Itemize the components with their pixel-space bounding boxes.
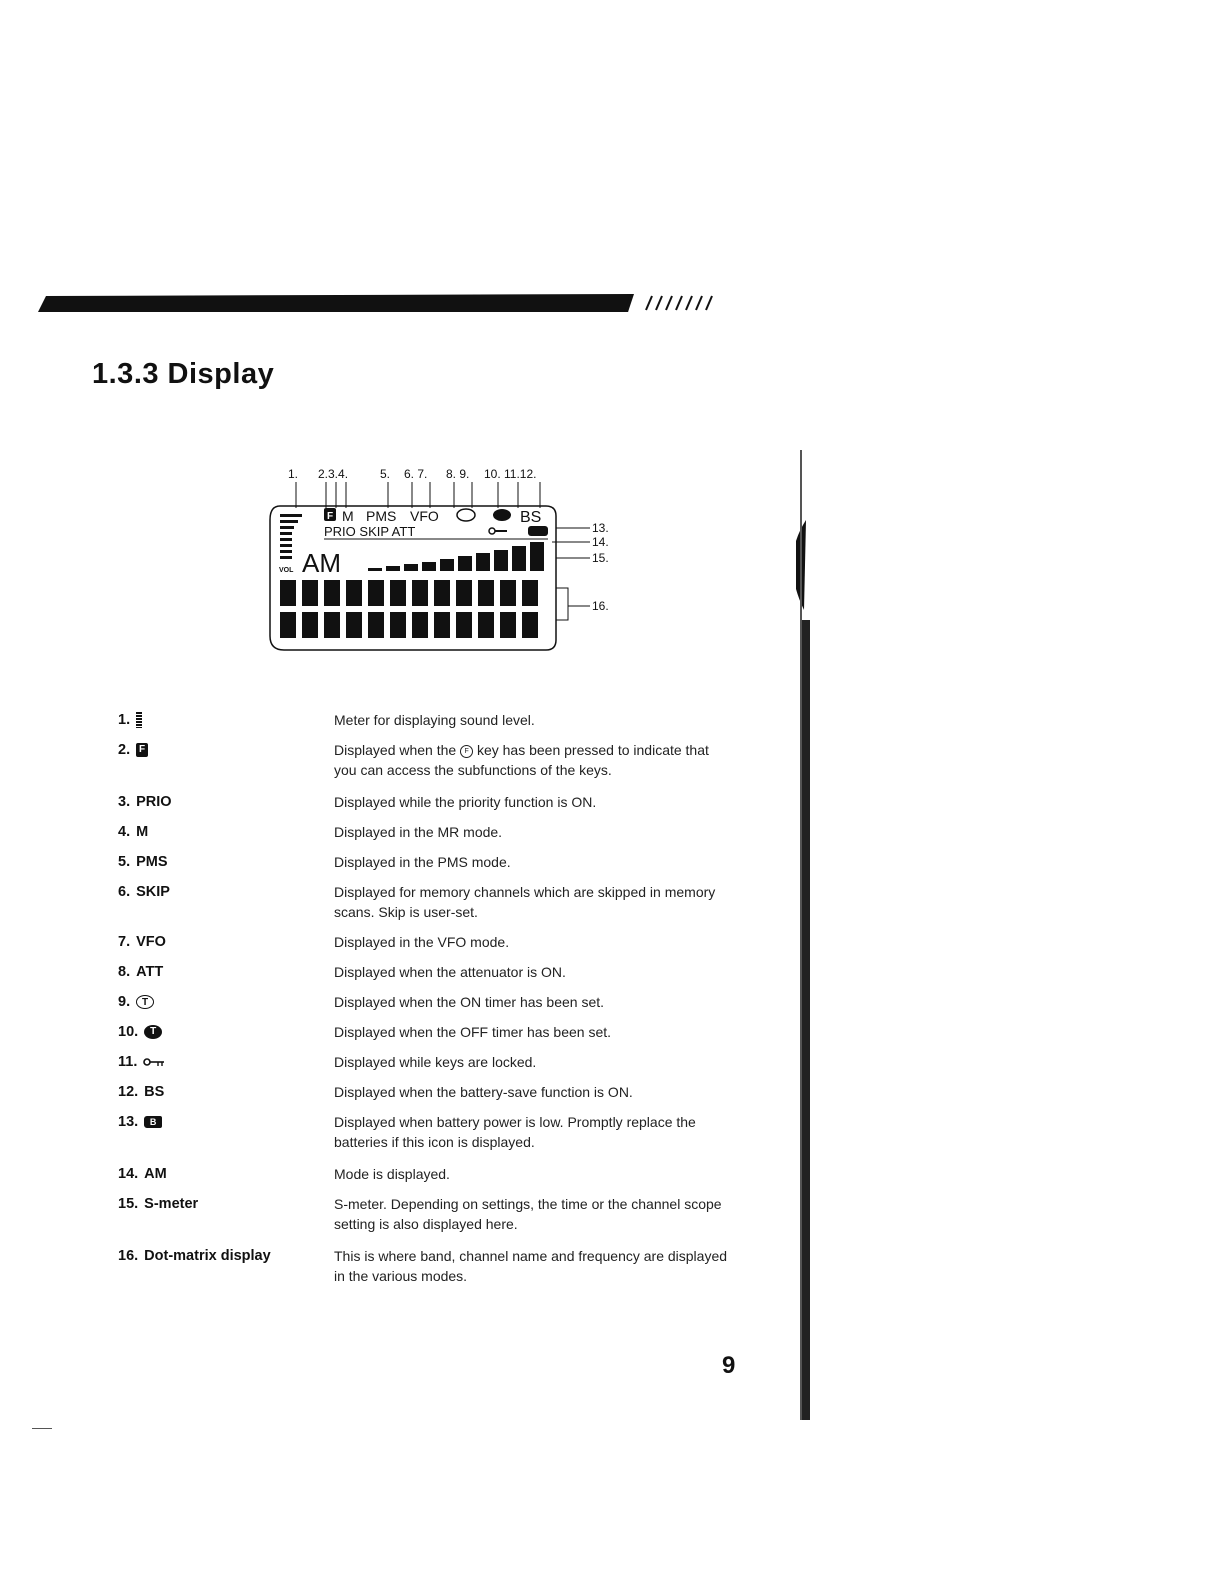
header-decorative-bar [32,290,732,314]
page-binding-edge [796,420,812,1420]
legend-desc: Meter for displaying sound level. [334,712,535,728]
callout-number: 6. 7. [404,467,428,481]
lcd-prio-skip-att: PRIO SKIP ATT [324,524,416,539]
sound-level-meter-icon [136,712,142,728]
legend-label: 12. BS [118,1084,165,1100]
legend-item [118,1246,758,1286]
function-f-icon: F [136,743,148,757]
legend-desc: Displayed when the battery-save function is ON. [334,1084,633,1100]
legend-desc: Displayed when the attenuator is ON. [334,964,566,980]
lcd-display-diagram [262,460,632,660]
legend-item [118,792,758,812]
legend-label: 3. PRIO [118,794,172,810]
legend-label: 10. T [118,1022,334,1042]
legend-label: 1. [118,710,334,730]
callout-number: 10. 11.12. [484,467,537,481]
low-battery-icon: B [144,1116,162,1128]
callout-number: 1. [288,467,299,481]
lcd-vol-label: VOL [279,567,294,574]
legend-desc: Displayed when the OFF timer has been set. [334,1024,612,1040]
legend-label: 8. ATT [118,964,164,980]
legend-desc: Mode is displayed. [334,1166,450,1182]
legend-desc: Displayed in the VFO mode. [334,934,510,950]
legend-desc: Displayed for memory channels which are skipped in memory scans. Skip is user-set. [334,884,716,920]
legend-label: 11. [118,1052,334,1072]
legend-label: 7. VFO [118,934,166,950]
callout-number: 5. [380,467,391,481]
legend-item [118,992,758,1012]
legend-item [118,740,758,780]
legend-item [118,1112,758,1152]
legend-desc: S-meter. Depending on settings, the time or the channel scope setting is also displayed here. [334,1196,722,1232]
legend-desc: Displayed when the F key has been pressed to indicate that you can access the subfunctions of the keys. [334,742,709,778]
legend-item [118,932,758,952]
svg-text:F: F [327,511,334,522]
legend-item [118,962,758,982]
legend-item [118,1194,758,1234]
legend-desc: Displayed when battery power is low. Promptly replace the batteries if this icon is displayed. [334,1114,696,1150]
legend-desc: Displayed when the ON timer has been set. [334,994,605,1010]
legend-desc: Displayed while keys are locked. [334,1054,537,1070]
lcd-am: AM [302,548,341,578]
key-lock-icon [143,1056,165,1068]
callout-number: 13. [592,521,609,535]
legend-desc: This is where band, channel name and frequency are displayed in the various modes. [334,1248,728,1284]
legend-label: 2. F [118,740,334,760]
scan-mark [32,1428,52,1429]
legend-item [118,1052,758,1072]
legend-label: 5. PMS [118,854,168,870]
callout-number: 2.3.4. [318,467,349,481]
legend-item [118,1164,758,1184]
f-key-icon: F [460,745,473,758]
callout-number: 15. [592,551,609,565]
legend-desc: Displayed in the PMS mode. [334,854,511,870]
legend-item [118,822,758,842]
lcd-pms: PMS [366,508,397,524]
legend-item [118,1082,758,1102]
lcd-m: M [342,508,354,524]
legend-label: 14. AM [118,1166,167,1182]
legend-label: 13. B [118,1112,334,1132]
legend-item [118,1022,758,1042]
legend-item [118,882,758,922]
callout-number: 8. 9. [446,467,470,481]
lcd-vfo: VFO [410,508,439,524]
lcd-bs: BS [520,509,542,526]
legend-label: 15. S-meter [118,1196,199,1212]
off-timer-icon: T [144,1025,162,1039]
legend-desc: Displayed in the MR mode. [334,824,503,840]
on-timer-icon: T [136,995,154,1009]
legend-label: 6. SKIP [118,884,170,900]
legend-desc: Displayed while the priority function is ON. [334,794,597,810]
callout-number: 16. [592,599,609,613]
callout-number: 14. [592,535,609,549]
display-legend [118,710,758,1296]
legend-label: 9. T [118,992,334,1012]
legend-label: 4. M [118,824,149,840]
legend-label: 16. Dot-matrix display [118,1248,271,1264]
legend-item [118,710,758,730]
section-title: 1.3.3 Display [92,358,275,390]
page-number: 9 [722,1352,736,1379]
legend-item [118,852,758,872]
